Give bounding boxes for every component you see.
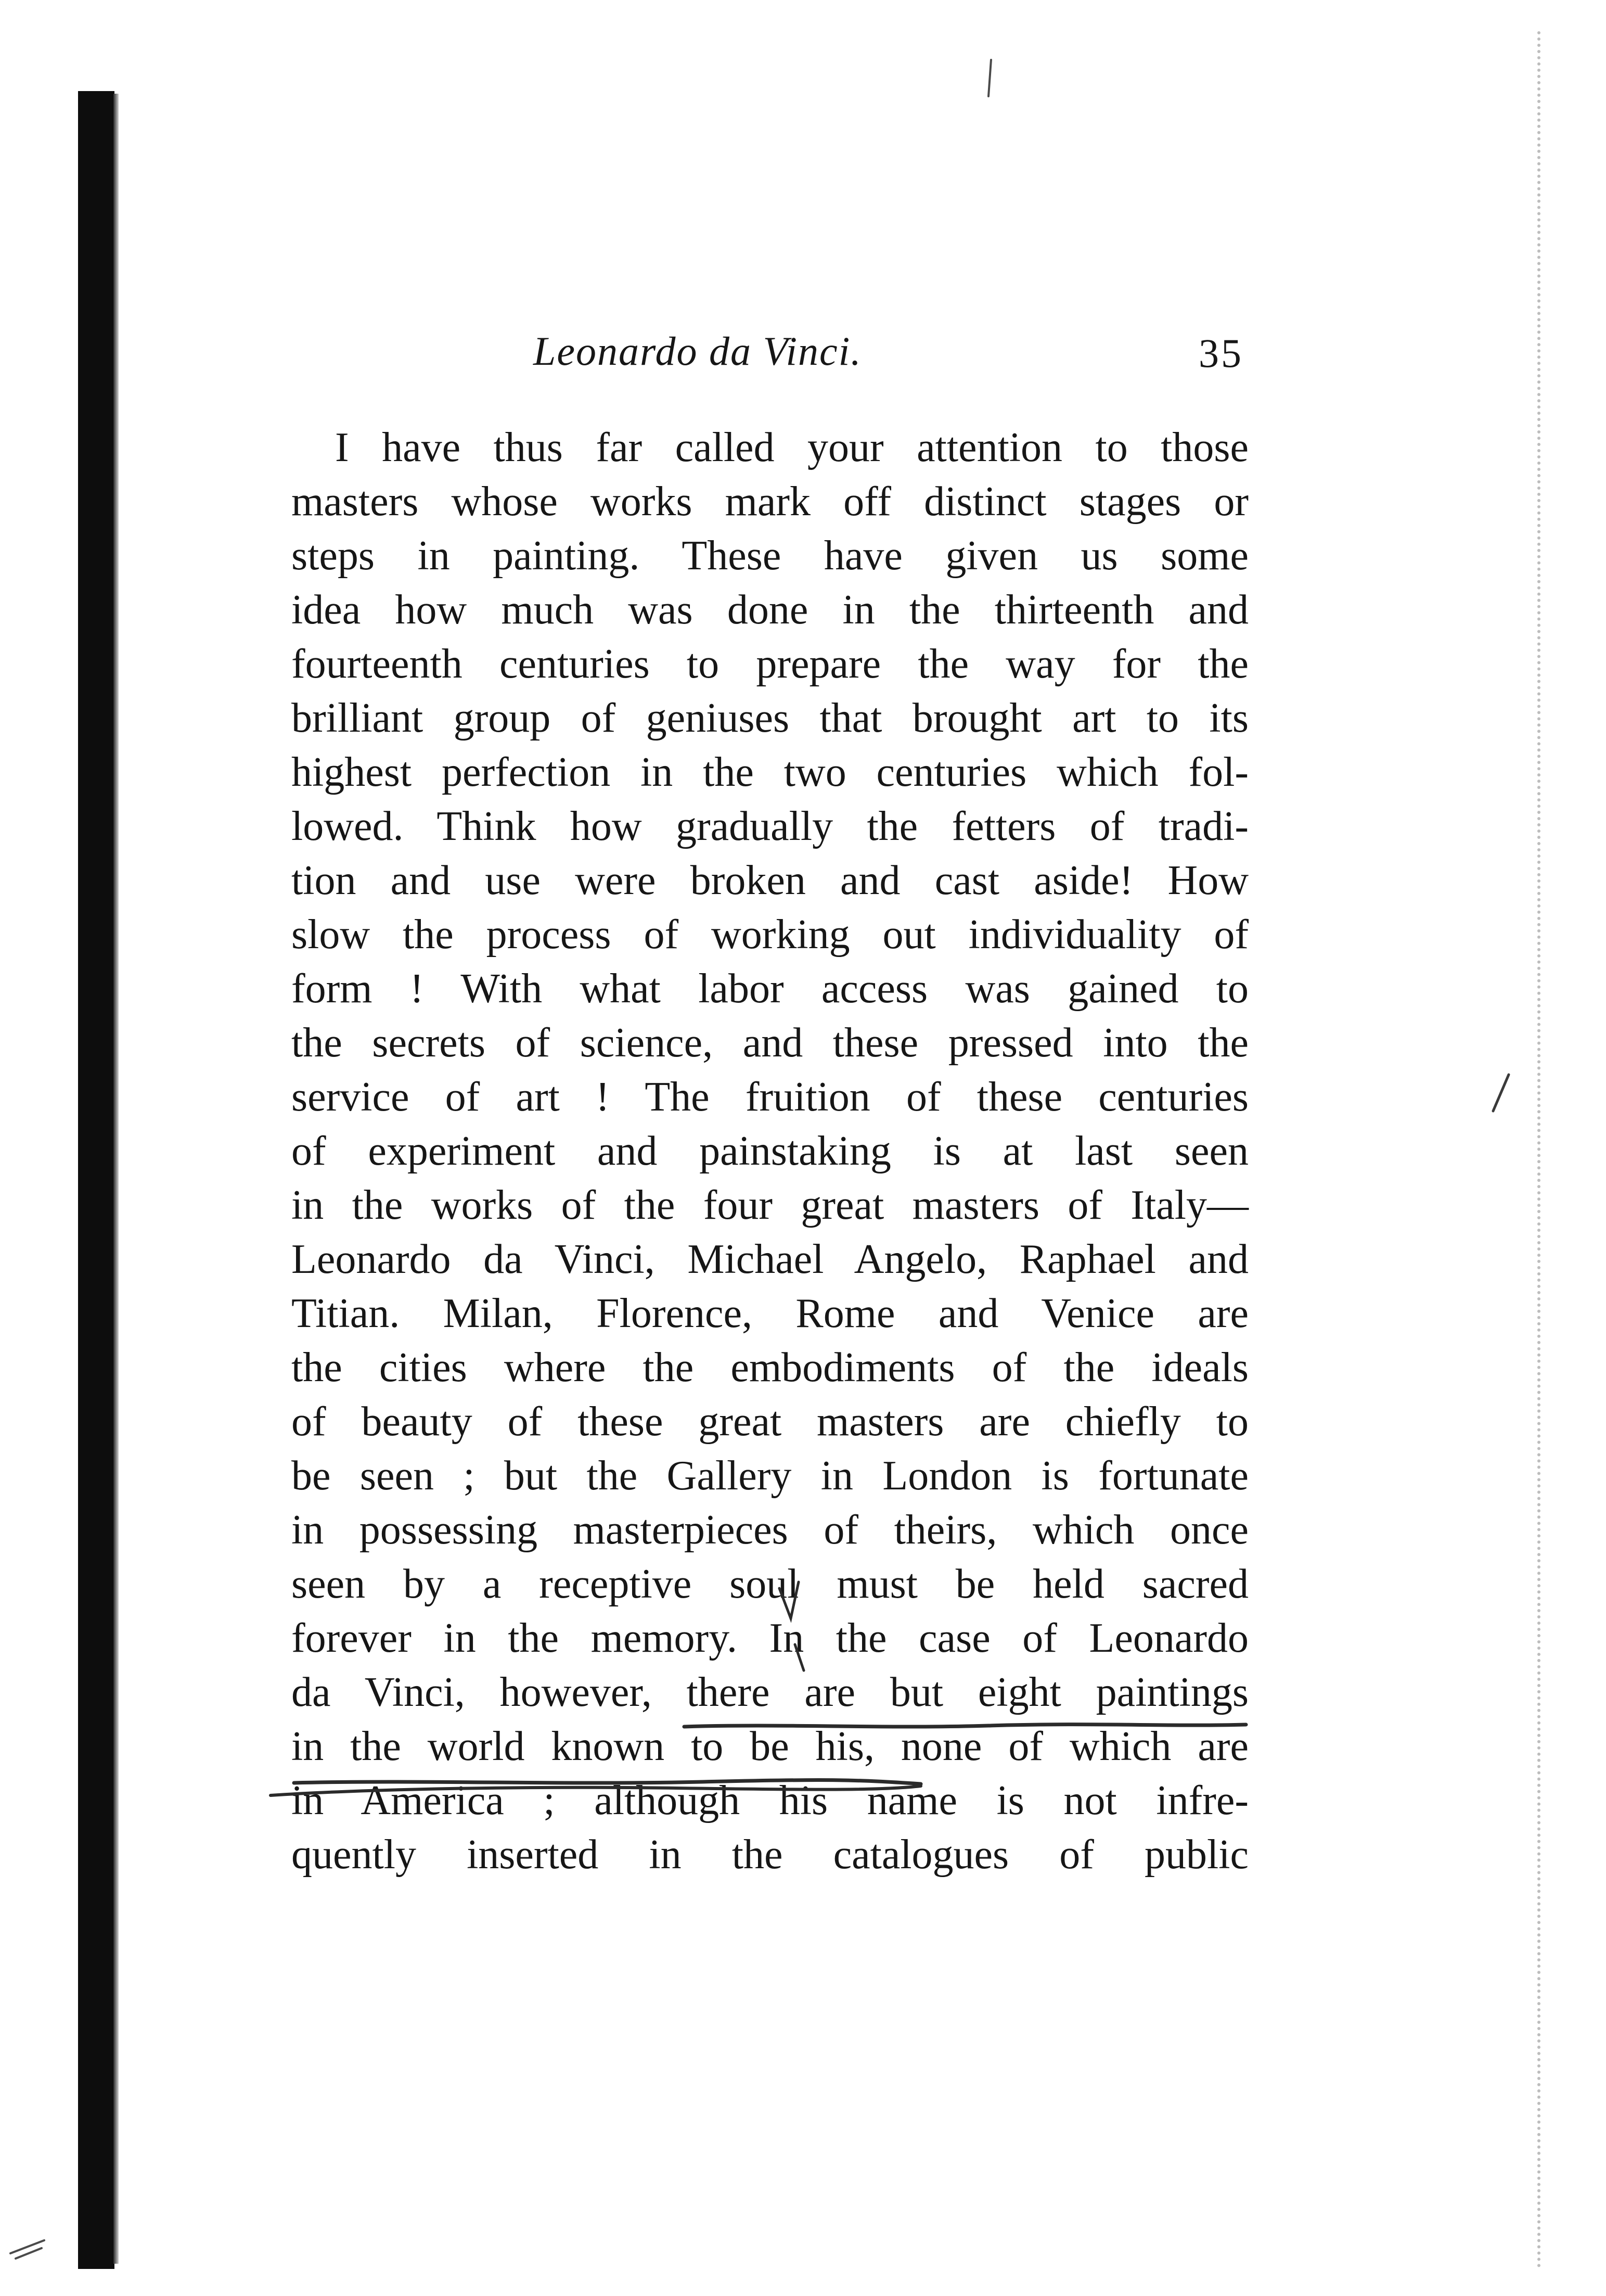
- text-line: in possessing masterpieces of theirs, which once: [291, 1507, 1249, 1553]
- text-line: da Vinci, however, there are but eight paintings: [291, 1669, 1249, 1715]
- margin-stroke-right: [1493, 1075, 1509, 1111]
- text-line: in the works of the four great masters of Italy—: [291, 1182, 1249, 1228]
- body-paragraph: [291, 420, 1249, 1882]
- text-line: tion and use were broken and cast aside! How: [291, 858, 1249, 903]
- text-line: in the world known to be his, none of which are: [291, 1724, 1249, 1769]
- text-line: masters whose works mark off distinct stages or: [291, 479, 1249, 525]
- text-line: of beauty of these great masters are chiefly to: [291, 1399, 1249, 1445]
- text-line: fourteenth centuries to prepare the way for the: [291, 641, 1249, 687]
- text-line: idea how much was done in the thirteenth and: [291, 587, 1249, 633]
- text-line: steps in painting. These have given us some: [291, 533, 1249, 579]
- text-line: Leonardo da Vinci, Michael Angelo, Raphael and: [291, 1236, 1249, 1282]
- page-right-edge: [1537, 31, 1540, 2269]
- text-line: slow the process of working out individuality of: [291, 912, 1249, 958]
- text-line: I have thus far called your attention to those: [335, 425, 1249, 470]
- text-line: form ! With what labor access was gained to: [291, 966, 1249, 1012]
- text-line: seen by a receptive soul must be held sacred: [291, 1561, 1249, 1607]
- text-line: of experiment and painstaking is at last seen: [291, 1128, 1249, 1174]
- top-mark: [988, 60, 991, 96]
- page-number: 35: [1199, 330, 1243, 376]
- corner-mark: [10, 2240, 44, 2259]
- text-line: lowed. Think how gradually the fetters of tradi-: [291, 803, 1249, 849]
- page-header: [291, 328, 1249, 385]
- running-title: Leonardo da Vinci.: [533, 328, 862, 374]
- text-line: the cities where the embodiments of the ideals: [291, 1345, 1249, 1391]
- text-line: the secrets of science, and these pressed into the: [291, 1020, 1249, 1066]
- text-line: highest perfection in the two centuries which fol-: [291, 749, 1249, 795]
- text-line: quently inserted in the catalogues of public: [291, 1832, 1249, 1878]
- text-line: Titian. Milan, Florence, Rome and Venice are: [291, 1291, 1249, 1336]
- text-line: brilliant group of geniuses that brought art to its: [291, 695, 1249, 741]
- text-line: in America ; although his name is not infre-: [291, 1778, 1249, 1823]
- binding-edge-gradient: [113, 94, 119, 2264]
- text-line: forever in the memory. In the case of Leonardo: [291, 1615, 1249, 1661]
- text-line: be seen ; but the Gallery in London is fortunate: [291, 1453, 1249, 1499]
- text-line: service of art ! The fruition of these centuries: [291, 1074, 1249, 1120]
- book-binding-shadow: [78, 91, 114, 2269]
